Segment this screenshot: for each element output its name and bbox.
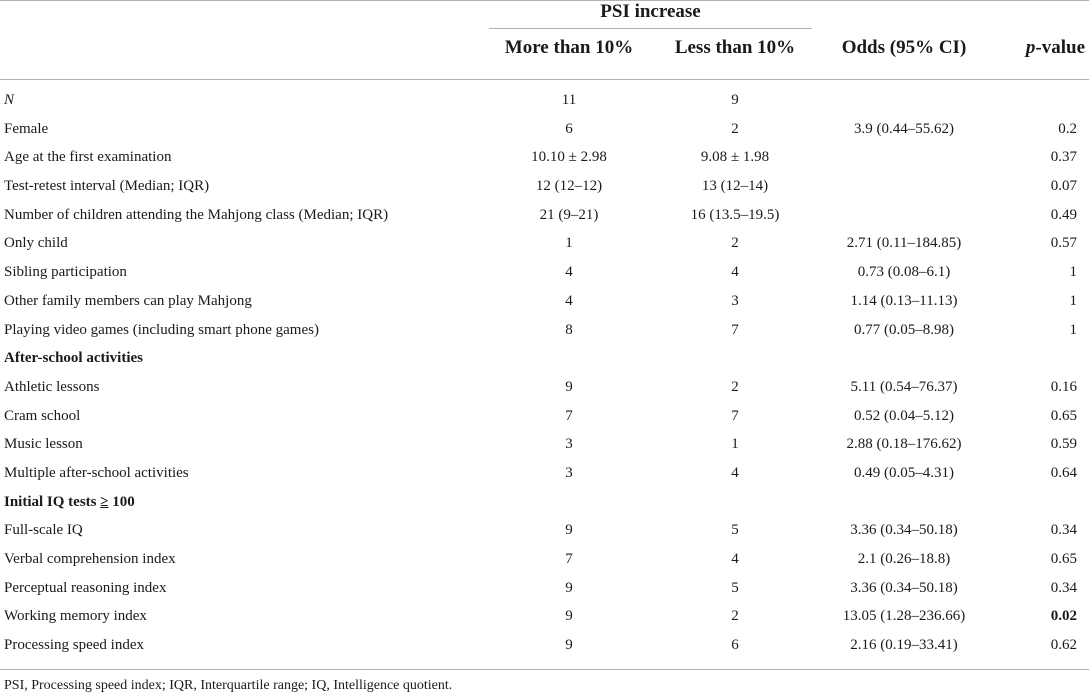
cell-less: 2 [731,120,739,137]
cell-less: 4 [731,264,739,281]
cell-p: 0.07 [1050,178,1077,195]
cell-p-significant: 0.02 [1050,608,1077,625]
cell-odds: 2.16 (0.19–33.41) [850,637,958,654]
cell-p: 0.59 [1050,436,1077,453]
table-row [0,373,1089,402]
cell-less: 16 (13.5–19.5) [690,206,780,223]
table-row-n [0,86,1089,115]
row-label: Multiple after-school activities [4,464,189,481]
cell-more: 9 [565,522,573,539]
cell-odds: 0.49 (0.05–4.31) [854,464,954,481]
cell-more: 10.10 ± 2.98 [531,149,607,166]
cell-odds: 5.11 (0.54–76.37) [850,378,958,395]
row-label: Playing video games (including smart phone games) [4,321,319,338]
table-footnote: PSI, Processing speed index; IQR, Interquartile range; IQ, Intelligence quotient. [4,678,453,693]
cell-more: 3 [565,436,573,453]
header-bottom-rule [0,79,1089,80]
cell-less: 9 [731,92,739,108]
table-row [0,287,1089,316]
cell-odds: 2.1 (0.26–18.8) [857,551,951,567]
cell-less: 5 [731,579,739,596]
table-row [0,258,1089,287]
p-suffix: -value [1035,37,1085,58]
cell-less: 1 [731,436,739,453]
row-label: Age at the first examination [4,149,172,166]
psi-header-underline [489,28,812,29]
cell-odds: 3.36 (0.34–50.18) [850,522,958,539]
cell-odds: 0.52 (0.04–5.12) [854,407,954,424]
p-italic: p [1025,37,1036,58]
row-label: Perceptual reasoning index [4,579,167,596]
table-row [0,201,1089,230]
cell-less: 2 [731,608,739,625]
cell-odds: 0.73 (0.08–6.1) [857,264,951,281]
cell-more: 3 [565,464,573,481]
cell-more: 9 [565,608,573,625]
table-row [0,430,1089,459]
table-row [0,143,1089,172]
cell-p: 0.49 [1050,206,1077,223]
cell-more: 4 [565,264,573,281]
cell-less: 3 [731,292,739,309]
row-label: N [4,92,15,108]
table-row [0,602,1089,631]
cell-less: 6 [731,637,739,654]
cell-more: 7 [565,551,573,567]
row-label: Female [4,120,49,137]
cell-more: 4 [565,292,573,309]
section-label-prefix: Initial IQ tests [4,493,101,510]
cell-p: 1 [1069,321,1077,338]
table-row [0,545,1089,574]
cell-odds: 2.71 (0.11–184.85) [846,235,962,252]
cell-odds: 2.88 (0.18–176.62) [846,436,962,453]
cell-more: 8 [565,321,573,338]
section-header-initial-iq [0,488,1089,517]
cell-odds: 0.77 (0.05–8.98) [854,321,954,338]
cell-odds: 3.9 (0.44–55.62) [854,120,954,137]
cell-more: 1 [565,235,573,252]
table-row [0,229,1089,258]
row-label: Cram school [4,407,81,424]
cell-less: 4 [731,464,739,481]
table-body [0,86,1089,660]
cell-less: 2 [731,235,739,252]
cell-more: 9 [565,378,573,395]
psi-increase-header: PSI increase [600,1,701,22]
row-label: Other family members can play Mahjong [4,292,252,309]
cell-p: 0.62 [1050,637,1077,654]
section-label: After-school activities [4,350,143,367]
row-label: Full-scale IQ [4,522,83,539]
cell-p: 0.16 [1050,378,1077,395]
table-row [0,516,1089,545]
cell-p: 1 [1069,264,1077,281]
cell-p: 0.65 [1050,551,1077,567]
table-row [0,402,1089,431]
table-row [0,316,1089,345]
cell-less: 2 [731,378,739,395]
row-label: Verbal comprehension index [4,551,176,567]
column-header-odds: Odds (95% CI) [841,37,967,58]
table-row [0,459,1089,488]
cell-odds: 13.05 (1.28–236.66) [842,608,966,625]
cell-p: 0.65 [1050,407,1077,424]
cell-odds: 1.14 (0.13–11.13) [850,292,958,309]
cell-more: 9 [565,637,573,654]
cell-more: 11 [561,92,577,108]
section-label-suffix: 100 [108,493,135,510]
column-header-p-value [1026,36,1085,60]
table-row [0,631,1089,660]
cell-p: 0.2 [1058,120,1077,137]
cell-less: 5 [731,522,739,539]
cell-less: 7 [731,321,739,338]
row-label: Only child [4,235,68,252]
row-label: Athletic lessons [4,378,100,395]
row-label: Test-retest interval (Median; IQR) [4,178,210,195]
column-header-less-than-10: Less than 10% [674,37,796,58]
cell-more: 9 [565,579,573,596]
cell-p: 1 [1069,292,1077,309]
cell-p: 0.37 [1050,149,1077,166]
table-row [0,574,1089,603]
table-bottom-rule [0,669,1089,670]
row-label: Sibling participation [4,264,127,281]
cell-p: 0.57 [1050,235,1077,252]
cell-more: 21 (9–21) [539,206,599,223]
row-label: Working memory index [4,608,147,625]
cell-p: 0.34 [1050,579,1077,596]
cell-odds: 3.36 (0.34–50.18) [850,579,958,596]
cell-more: 6 [565,120,573,137]
row-label: Processing speed index [4,637,144,654]
row-label: Number of children attending the Mahjong class (Median; IQR) [4,206,389,223]
cell-less: 4 [731,551,739,567]
cell-p: 0.34 [1050,522,1077,539]
cell-more: 12 (12–12) [535,178,603,195]
cell-less: 13 (12–14) [701,178,769,195]
column-header-more-than-10: More than 10% [504,37,634,58]
cell-less: 9.08 ± 1.98 [700,149,770,166]
section-header-after-school [0,344,1089,373]
row-label: Music lesson [4,436,83,453]
table-row [0,115,1089,144]
greater-equal-symbol: ≥ [100,493,109,510]
cell-less: 7 [731,407,739,424]
section-label [4,488,135,517]
cell-p: 0.64 [1050,464,1077,481]
table-row [0,172,1089,201]
cell-more: 7 [565,407,573,424]
